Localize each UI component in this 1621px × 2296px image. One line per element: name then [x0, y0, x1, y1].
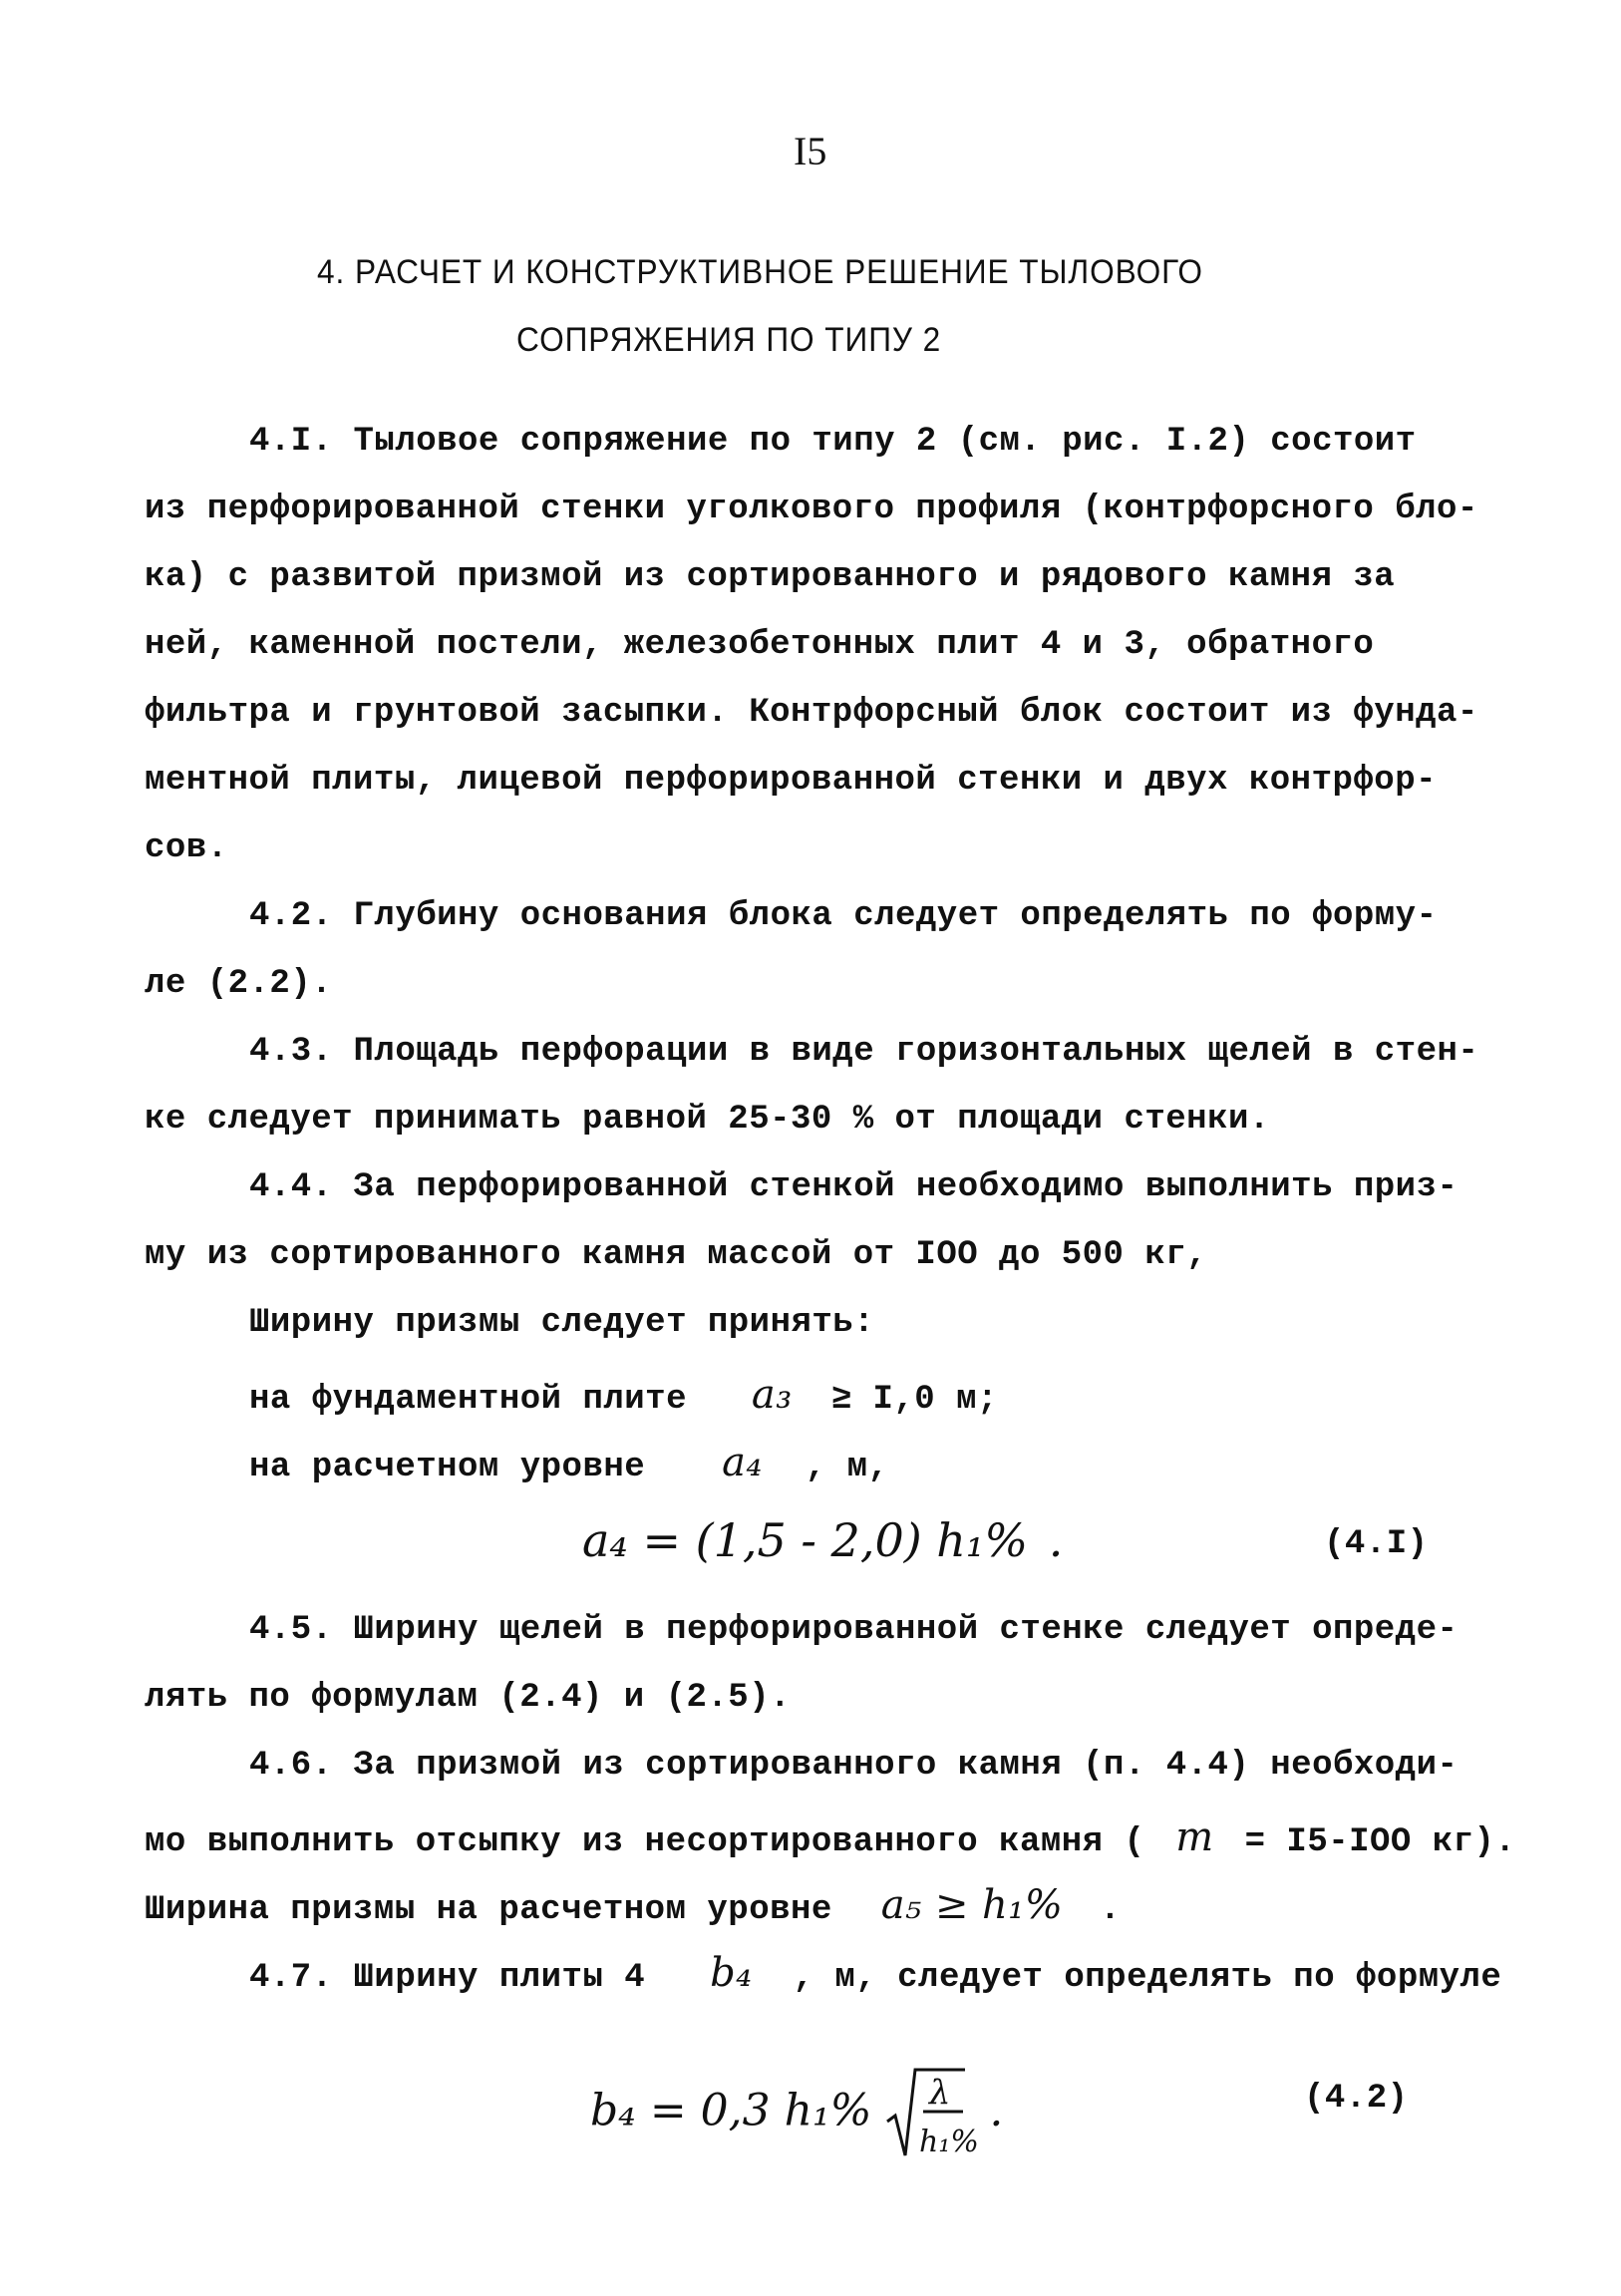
formula-4-2-end: .: [989, 2085, 1004, 2136]
paragraph-4-1-line-2: из перфорированной стенки уголкового профиля (контрфорсного бло-: [145, 491, 1478, 528]
radicand-denominator: h₁%: [919, 2125, 980, 2159]
paragraph-4-1-line-4: ней, каменной постели, железобетонных плит 4 и 3, обратного: [145, 626, 1375, 664]
paragraph-4-2-line-1: 4.2. Глубину основания блока следует определять по форму-: [249, 897, 1438, 935]
section-heading-line-1: 4. РАСЧЕТ И КОНСТРУКТИВНОЕ РЕШЕНИЕ ТЫЛОВОГО: [317, 253, 1203, 291]
symbol-m: m: [1175, 1814, 1214, 1860]
paragraph-4-4-line-5: [249, 1440, 889, 1486]
paragraph-4-1-line-7: сов.: [145, 829, 228, 867]
formula-4-1-lhs: a₄: [582, 1513, 628, 1567]
prism-width-text: Ширина призмы на расчетном уровне: [145, 1891, 832, 1929]
paragraph-4-6-line-3: [145, 1882, 1121, 1929]
formula-4-2-number: (4.2): [1304, 2080, 1409, 2118]
a5-end: .: [1100, 1891, 1122, 1929]
paragraph-4-5-line-2: лять по формулам (2.4) и (2.5).: [145, 1679, 792, 1717]
formula-4-1: [582, 1513, 1063, 1567]
radicand-numerator: λ: [929, 2073, 951, 2113]
slab-width-text: 4.7. Ширину плиты 4: [249, 1959, 646, 1997]
paragraph-4-5-line-1: 4.5. Ширину щелей в перфорированной стенке следует опреде-: [249, 1611, 1459, 1649]
section-heading-line-2: СОПРЯЖЕНИЯ ПО ТИПУ 2: [516, 321, 942, 359]
a4-unit: , м,: [805, 1449, 889, 1486]
paragraph-4-1-line-6: ментной плиты, лицевой перфорированной стенки и двух контрфор-: [145, 762, 1438, 800]
paragraph-4-1-line-1: 4.I. Тыловое сопряжение по типу 2 (см. рис. I.2) состоит: [249, 423, 1417, 461]
paragraph-4-3-line-1: 4.3. Площадь перфорации в виде горизонтальных щелей в стен-: [249, 1033, 1479, 1071]
backfill-text: мо выполнить отсыпку из несортированного камня (: [145, 1823, 1145, 1861]
foundation-slab-text: на фундаментной плите: [249, 1381, 687, 1419]
a3-condition: ≥ I,0 м;: [830, 1381, 998, 1419]
formula-4-1-end: .: [1048, 1513, 1064, 1567]
paragraph-4-3-line-2: ке следует принимать равной 25-30 % от площади стенки.: [145, 1101, 1270, 1139]
paragraph-4-4-line-2: му из сортированного камня массой от IOO до 500 кг,: [145, 1236, 1208, 1274]
paragraph-4-2-line-2: ле (2.2).: [145, 965, 333, 1003]
formula-4-1-number: (4.I): [1324, 1525, 1429, 1563]
m-range: = I5-IOO кг).: [1244, 1823, 1516, 1861]
design-level-text: на расчетном уровне: [249, 1449, 646, 1486]
paragraph-4-4-line-1: 4.4. За перфорированной стенкой необходимо выполнить приз-: [249, 1168, 1459, 1206]
formula-4-1-rhs: = (1,5 - 2,0) h₁%: [642, 1513, 1029, 1567]
symbol-b4: b₄: [710, 1950, 753, 1996]
radical-sign-icon: [885, 2064, 980, 2163]
paragraph-4-4-line-4: [249, 1372, 998, 1419]
square-root: [885, 2064, 980, 2163]
paragraph-4-6-line-2: [145, 1814, 1515, 1861]
symbol-a3: a₃: [751, 1372, 793, 1418]
paragraph-4-1-line-5: фильтра и грунтовой засыпки. Контрфорсный блок состоит из фунда-: [145, 694, 1478, 732]
symbol-a4: a₄: [722, 1440, 763, 1485]
formula-4-2-lhs: b₄: [590, 2085, 636, 2136]
a5-inequality: a₅ ≥ h₁%: [880, 1882, 1064, 1928]
formula-4-2-coef: = 0,3 h₁%: [649, 2085, 872, 2136]
page-number: I5: [794, 129, 827, 173]
paragraph-4-7-line-1: [249, 1950, 1501, 1997]
formula-4-2: [590, 2064, 1003, 2163]
paragraph-4-6-line-1: 4.6. За призмой из сортированного камня (п. 4.4) необходи-: [249, 1747, 1459, 1785]
paragraph-4-4-line-3: Ширину призмы следует принять:: [249, 1304, 875, 1342]
slab-width-formula-text: , м, следует определять по формуле: [793, 1959, 1502, 1997]
paragraph-4-1-line-3: ка) с развитой призмой из сортированного и рядового камня за: [145, 558, 1396, 596]
